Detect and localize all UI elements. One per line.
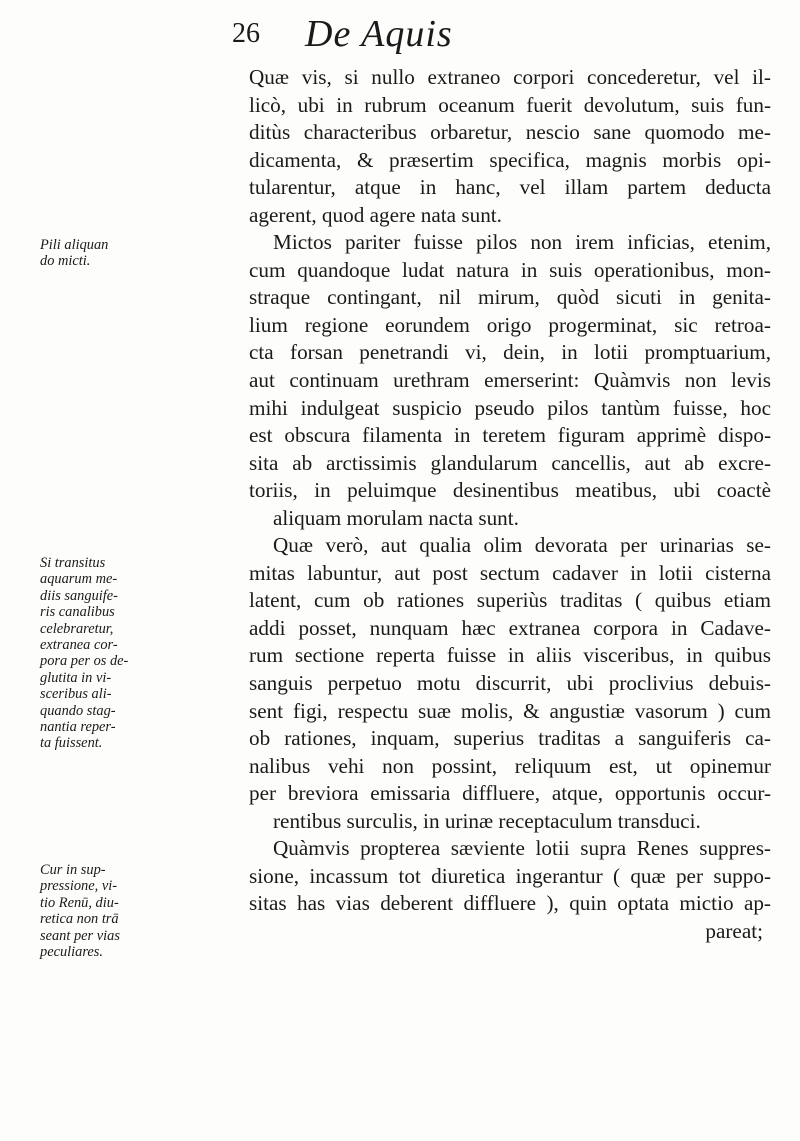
margin-note-line: sceribus ali-: [40, 686, 112, 703]
text-line: mitas labuntur, aut post sectum cadaver in lotii cisterna: [249, 560, 771, 585]
text-line: cta forsan penetrandi vi, dein, in lotii promptuarium,: [249, 340, 771, 365]
text-line: per breviora emissaria diffluere, atque, opportunis occur-: [249, 781, 771, 806]
text-line: straque contingant, nil mirum, quòd sicuti in genita-: [249, 285, 771, 310]
page-header: [0, 12, 800, 62]
text-line: nalibus vehi non possint, reliquum est, ut opinemur: [249, 753, 771, 778]
text-line: rentibus surculis, in urinæ receptaculum transduci.: [273, 808, 701, 833]
text-line: latent, cum ob rationes superiùs traditas ( quibus etiam: [249, 588, 771, 613]
page-number: 26: [232, 18, 260, 49]
margin-note-line: nantia reper-: [40, 719, 116, 736]
text-line: mihi indulgeat suspicio pseudo pilos tantùm fuisse, hoc: [249, 395, 771, 420]
margin-note-line: seant per vias: [40, 927, 120, 944]
text-line: tularentur, atque in hanc, vel illam partem deducta: [249, 175, 771, 200]
text-line: pareat;: [705, 918, 763, 943]
margin-note-line: pora per os de-: [40, 653, 129, 670]
margin-note-line: ta fuissent.: [40, 735, 103, 752]
margin-note-line: glutita in vi-: [40, 669, 112, 686]
text-line: Mictos pariter fuisse pilos non irem inficias, etenim,: [273, 230, 771, 255]
margin-note-line: diis sanguife-: [40, 587, 118, 604]
text-line: lium regione eorundem origo progerminat, sic retroa-: [249, 312, 771, 337]
margin-note-line: retica non trā: [40, 911, 119, 928]
margin-note-line: tio Renū, diu-: [40, 894, 119, 911]
text-line: sitas has vias deberent diffluere ), quin optata mictio ap-: [249, 891, 771, 916]
text-line: ditùs characteribus orbaretur, nescio sane quomodo me-: [249, 120, 771, 145]
running-head: De Aquis: [305, 13, 453, 55]
margin-note-line: Cur in sup-: [40, 862, 106, 878]
text-line: ob rationes, inquam, superius traditas a sanguiferis ca-: [249, 726, 771, 751]
text-line: aliquam morulam nacta sunt.: [273, 505, 519, 530]
text-line: Quæ vis, si nullo extraneo corpori concederetur, vel il-: [249, 65, 771, 89]
text-line: rum sectione reperta fuisse in aliis visceribus, in quibus: [249, 643, 771, 668]
margin-note-line: Si transitus: [40, 555, 106, 571]
margin-note-line: do micti.: [40, 253, 91, 270]
margin-note-suppressione: [40, 862, 170, 960]
margin-note-line: Pili aliquan: [40, 237, 109, 253]
text-line: Quàmvis propterea sæviente lotii supra Renes suppres-: [273, 836, 771, 861]
margin-note-line: celebraretur,: [40, 620, 114, 637]
text-line: agerent, quod agere nata sunt.: [249, 202, 502, 227]
body-text: [249, 64, 771, 946]
margin-note-line: aquarum me-: [40, 571, 118, 588]
margin-note-transitus: [40, 555, 170, 752]
text-line: est obscura filamenta in teretem figuram apprimè dispo-: [249, 423, 771, 448]
text-line: licò, ubi in rubrum oceanum fuerit devolutum, suis fun-: [249, 92, 771, 117]
text-line: dicamenta, & præsertim specifica, magnis morbis opi-: [249, 147, 771, 172]
margin-note-line: extranea cor-: [40, 637, 118, 654]
margin-note-pili: [40, 237, 170, 270]
text-line: addi posset, nunquam hæc extranea corpora in Cadave-: [249, 615, 771, 640]
margin-note-line: ris canalibus: [40, 604, 115, 621]
margin-note-line: quando stag-: [40, 702, 116, 719]
text-line: Quæ verò, aut qualia olim devorata per urinarias se-: [273, 533, 771, 558]
text-line: sione, incassum tot diuretica ingerantur ( quæ per suppo-: [249, 863, 771, 888]
text-line: sent figi, respectu suæ molis, & angustiæ vasorum ) cum: [249, 698, 771, 723]
text-line: sita ab arctissimis glandularum cancellis, aut ab excre-: [249, 450, 771, 475]
margin-note-line: pressione, vi-: [40, 878, 117, 895]
text-line: sanguis perpetuo motu discurrit, ubi proclivius debuis-: [249, 671, 771, 696]
text-line: toriis, in peluimque desinentibus meatibus, ubi coactè: [249, 478, 771, 503]
margin-note-line: peculiares.: [40, 944, 104, 961]
text-line: aut continuam urethram emerserint: Quàmvis non levis: [249, 368, 771, 393]
text-line: cum quandoque ludat natura in suis operationibus, mon-: [249, 257, 771, 282]
